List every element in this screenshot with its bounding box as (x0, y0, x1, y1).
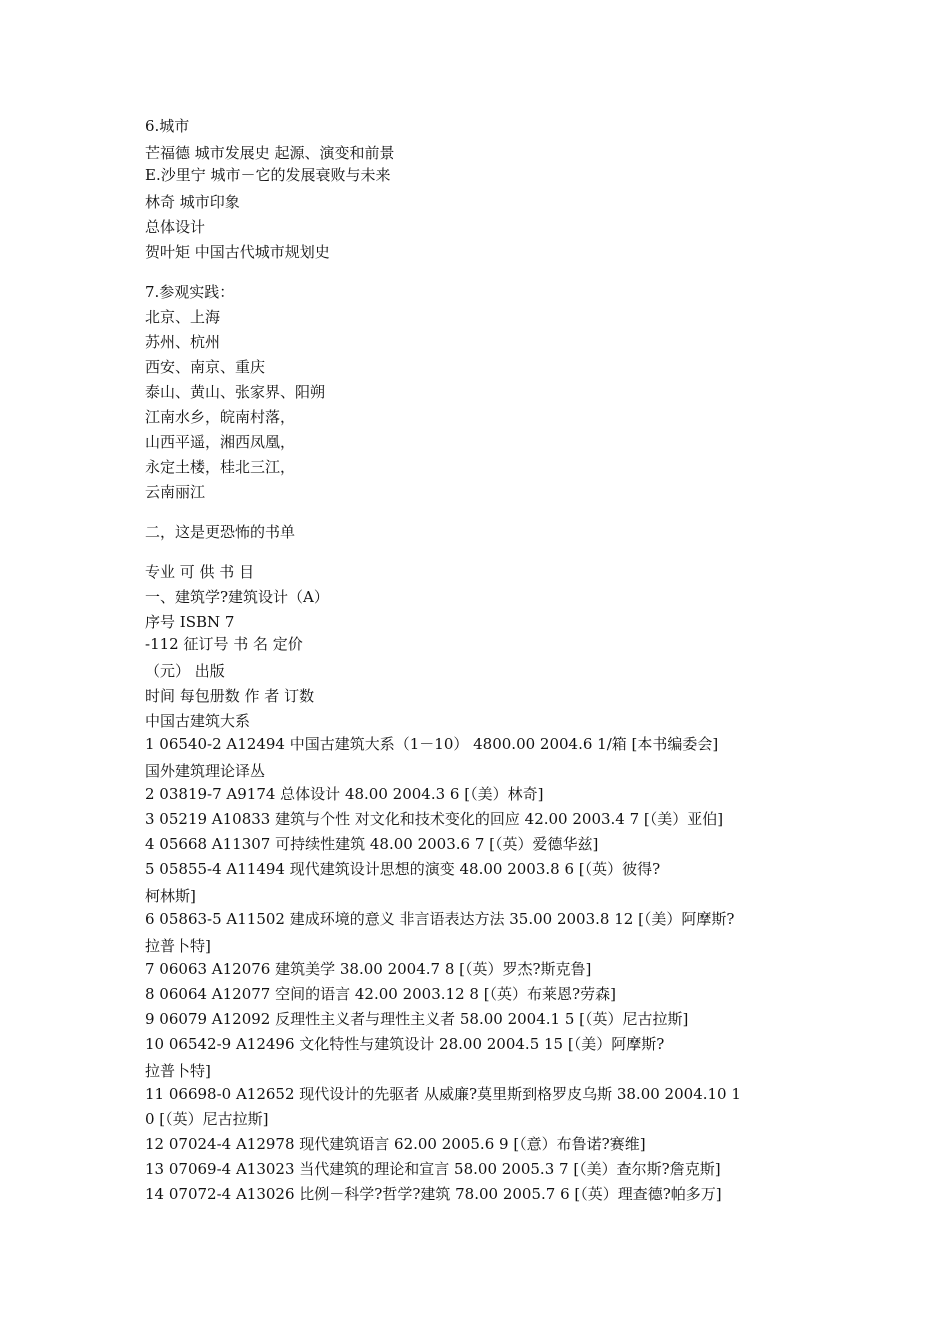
text-line: 永定土楼，桂北三江， (145, 458, 296, 476)
text-line: 云南丽江 (145, 483, 206, 501)
table-row: 8 06064 A12077 空间的语言 42.00 2003.12 8 [（英）布莱恩?劳森] (145, 985, 616, 1003)
text-line: 芒福德 城市发展史 起源、演变和前景 (145, 144, 395, 162)
table-row-continued: 拉普卜特] (145, 937, 211, 955)
catalog-category: 一、建筑学?建筑设计（A） (145, 588, 329, 606)
table-row: 4 05668 A11307 可持续性建筑 48.00 2003.6 7 [（英）爱德华兹] (145, 835, 599, 853)
table-row-continued: 拉普卜特] (145, 1062, 211, 1080)
section-heading-visit: 7.参观实践： (145, 283, 235, 301)
table-row-continued: 柯林斯] (145, 887, 196, 905)
table-row: 3 05219 A10833 建筑与个性 对文化和技术变化的回应 42.00 2003.4 7 [（美）亚伯] (145, 810, 724, 828)
series-heading: 国外建筑理论译丛 (145, 762, 266, 780)
text-line: 苏州、杭州 (145, 333, 221, 351)
text-line: 泰山、黄山、张家界、阳朔 (145, 383, 326, 401)
table-header: 序号 ISBN 7 (145, 613, 235, 631)
text-line: 总体设计 (145, 218, 206, 236)
series-heading: 中国古建筑大系 (145, 712, 251, 730)
text-line: 贺叶矩 中国古代城市规划史 (145, 243, 330, 261)
table-header: （元） 出版 (145, 662, 225, 680)
table-row: 5 05855-4 A11494 现代建筑设计思想的演变 48.00 2003.8 6 [（英）彼得? (145, 860, 661, 878)
table-row: 14 07072-4 A13026 比例－科学?哲学?建筑 78.00 2005.7 6 [（英）理查德?帕多万] (145, 1185, 722, 1203)
table-row: 1 06540-2 A12494 中国古建筑大系（1－10） 4800.00 2004.6 1/箱 [本书编委会] (145, 735, 719, 753)
section-heading-booklist: 二，这是更恐怖的书单 (145, 523, 296, 541)
table-row: 10 06542-9 A12496 文化特性与建筑设计 28.00 2004.5 15 [（美）阿摩斯? (145, 1035, 665, 1053)
table-header: 时间 每包册数 作 者 订数 (145, 687, 315, 705)
table-row: 2 03819-7 A9174 总体设计 48.00 2004.3 6 [（美）林奇] (145, 785, 544, 803)
table-row-continued: 0 [（英）尼古拉斯] (145, 1110, 269, 1128)
table-row: 13 07069-4 A13023 当代建筑的理论和宣言 58.00 2005.3 7 [（美）查尔斯?詹克斯] (145, 1160, 721, 1178)
text-line: 林奇 城市印象 (145, 193, 240, 211)
text-line: 山西平遥，湘西凤凰， (145, 433, 296, 451)
text-line: 北京、上海 (145, 308, 221, 326)
table-row: 7 06063 A12076 建筑美学 38.00 2004.7 8 [（英）罗杰?斯克鲁] (145, 960, 592, 978)
text-line: 西安、南京、重庆 (145, 358, 266, 376)
section-heading-city: 6.城市 (145, 117, 190, 135)
text-line: 江南水乡，皖南村落， (145, 408, 296, 426)
table-row: 11 06698-0 A12652 现代设计的先驱者 从威廉?莫里斯到格罗皮乌斯 38.00 2004.10 1 (145, 1085, 741, 1103)
catalog-title: 专业 可 供 书 目 (145, 563, 255, 581)
text-line: E.沙里宁 城市－它的发展衰败与未来 (145, 166, 391, 184)
table-row: 6 05863-5 A11502 建成环境的意义 非言语表达方法 35.00 2003.8 12 [（美）阿摩斯? (145, 910, 735, 928)
table-row: 9 06079 A12092 反理性主义者与理性主义者 58.00 2004.1 5 [（英）尼古拉斯] (145, 1010, 689, 1028)
table-header: -112 征订号 书 名 定价 (145, 635, 303, 653)
table-row: 12 07024-4 A12978 现代建筑语言 62.00 2005.6 9 [（意）布鲁诺?赛维] (145, 1135, 646, 1153)
